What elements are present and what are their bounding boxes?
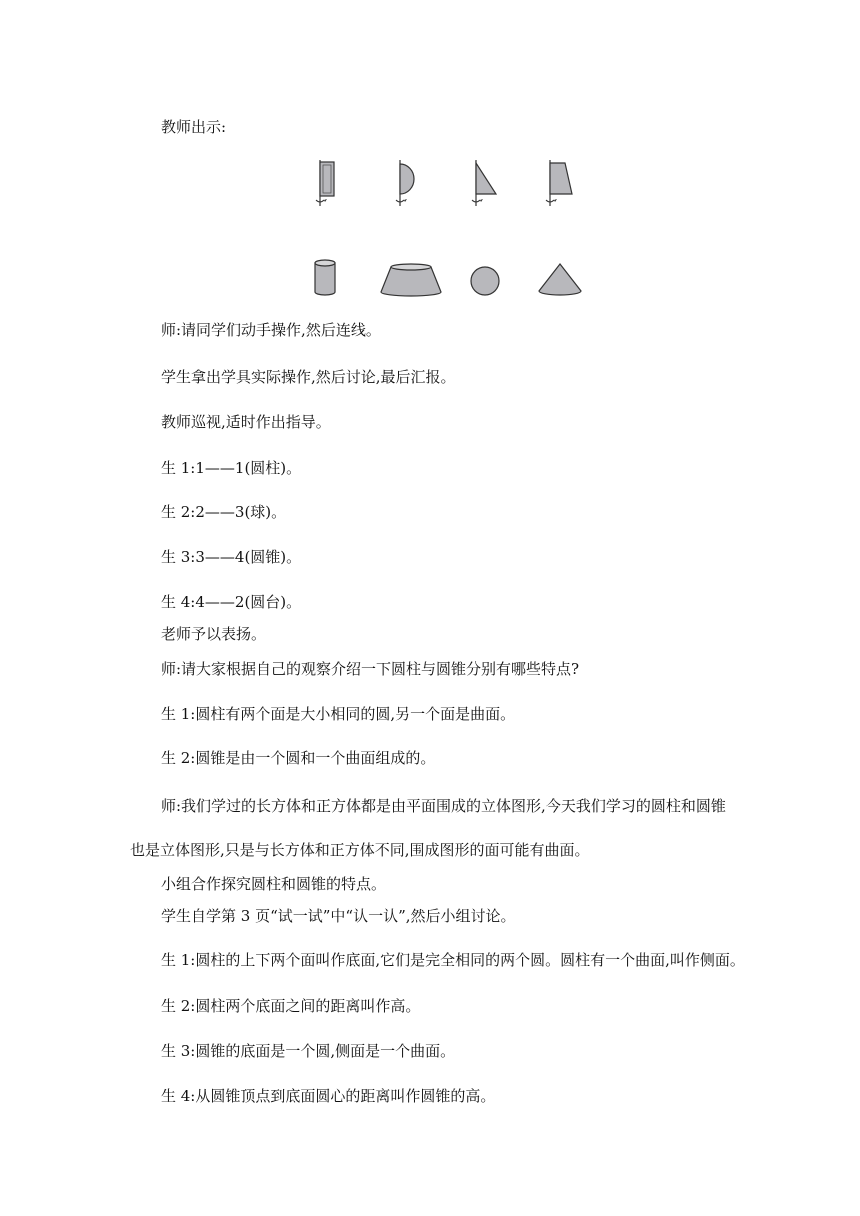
paragraph-students-operate: 学生拿出学具实际操作,然后讨论,最后汇报。 (161, 368, 456, 386)
paragraph-student-2-cylinder-height: 生 2:圆柱两个底面之间的距离叫作高。 (161, 997, 421, 1015)
sphere-solid (468, 264, 502, 298)
paragraph-teacher-praise: 老师予以表扬。 (161, 625, 267, 643)
rotating-semicircle-figure (390, 158, 420, 210)
paragraph-teacher-instruction: 师:请同学们动手操作,然后连线。 (161, 321, 381, 339)
paragraph-self-study: 学生自学第 3 页“试一试”中“认一认”,然后小组讨论。 (161, 907, 516, 925)
paragraph-teacher-question: 师:请大家根据自己的观察介绍一下圆柱与圆锥分别有哪些特点? (161, 660, 580, 678)
paragraph-student-1-cylinder-parts: 生 1:圆柱的上下两个面叫作底面,它们是完全相同的两个圆。圆柱有一个曲面,叫作侧面。 (161, 951, 745, 969)
cylinder-solid (312, 258, 338, 298)
paragraph-teacher-explanation: 师:我们学过的长方体和正方体都是由平面围成的立体图形,今天我们学习的圆柱和圆锥 (161, 797, 726, 815)
paragraph-student-1-cylinder: 生 1:圆柱有两个面是大小相同的圆,另一个面是曲面。 (161, 705, 516, 723)
cone-solid (536, 262, 584, 298)
paragraph-student-4-answer: 生 4:4——2(圆台)。 (161, 593, 302, 611)
paragraph-teacher-shows: 教师出示: (161, 118, 227, 136)
paragraph-student-2-cone: 生 2:圆锥是由一个圆和一个曲面组成的。 (161, 749, 436, 767)
paragraph-student-2-answer: 生 2:2——3(球)。 (161, 503, 287, 521)
rotating-trapezoid-figure (540, 158, 580, 210)
paragraph-student-4-cone-height: 生 4:从圆锥顶点到底面圆心的距离叫作圆锥的高。 (161, 1087, 496, 1105)
paragraph-student-3-answer: 生 3:3——4(圆锥)。 (161, 548, 302, 566)
rotating-rectangle-figure (310, 158, 340, 210)
rotating-triangle-figure (466, 158, 502, 210)
frustum-solid (378, 262, 444, 298)
paragraph-student-3-cone-parts: 生 3:圆锥的底面是一个圆,侧面是一个曲面。 (161, 1042, 456, 1060)
paragraph-teacher-patrols: 教师巡视,适时作出指导。 (161, 413, 331, 431)
paragraph-group-work: 小组合作探究圆柱和圆锥的特点。 (161, 875, 387, 893)
paragraph-teacher-explanation-cont: 也是立体图形,只是与长方体和正方体不同,围成图形的面可能有曲面。 (130, 841, 590, 859)
paragraph-student-1-answer: 生 1:1——1(圆柱)。 (161, 459, 302, 477)
